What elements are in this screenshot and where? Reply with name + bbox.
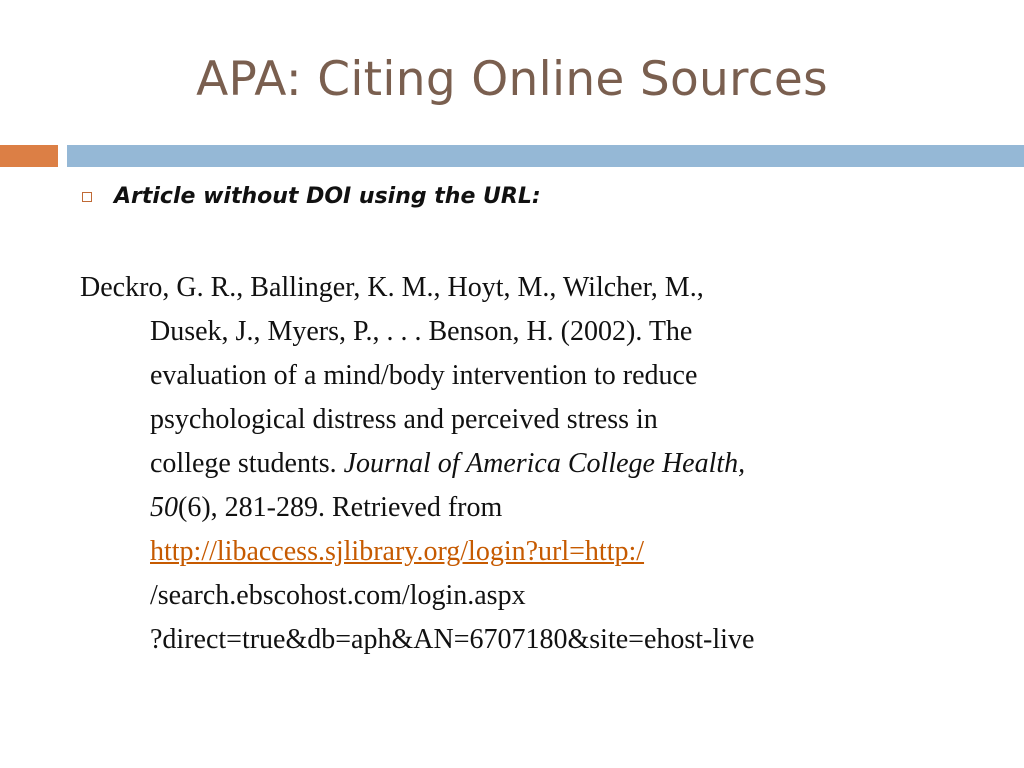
bullet-item xyxy=(82,184,541,209)
citation-text: college students. xyxy=(150,448,344,479)
citation-line-6 xyxy=(80,486,960,530)
citation-line-1: Deckro, G. R., Ballinger, K. M., Hoyt, M., Wilcher, M., xyxy=(80,272,704,303)
citation-line-9: ?direct=true&db=aph&AN=6707180&site=ehost-live xyxy=(150,624,755,655)
slide-title: APA: Citing Online Sources xyxy=(196,52,828,107)
citation-line-4: psychological distress and perceived stress in xyxy=(150,404,658,435)
citation-block xyxy=(80,266,960,662)
volume-number: 50 xyxy=(150,492,178,523)
square-bullet-icon xyxy=(82,192,92,202)
accent-bar-blue xyxy=(67,145,1024,167)
citation-line-7 xyxy=(80,530,960,574)
citation-url-link[interactable]: http://libaccess.sjlibrary.org/login?url=http:/ xyxy=(150,536,645,567)
citation-line-2: Dusek, J., Myers, P., . . . Benson, H. (2002). The xyxy=(150,316,693,347)
journal-title: Journal of America College Health, xyxy=(343,448,746,479)
citation-line-8: /search.ebscohost.com/login.aspx xyxy=(150,580,526,611)
citation-line-3: evaluation of a mind/body intervention to reduce xyxy=(150,360,698,391)
bullet-text: Article without DOI using the URL: xyxy=(114,184,541,209)
citation-issue-pages: (6), 281-289. Retrieved from xyxy=(178,492,503,523)
citation-line-5 xyxy=(80,442,960,486)
accent-bar-orange xyxy=(0,145,58,167)
